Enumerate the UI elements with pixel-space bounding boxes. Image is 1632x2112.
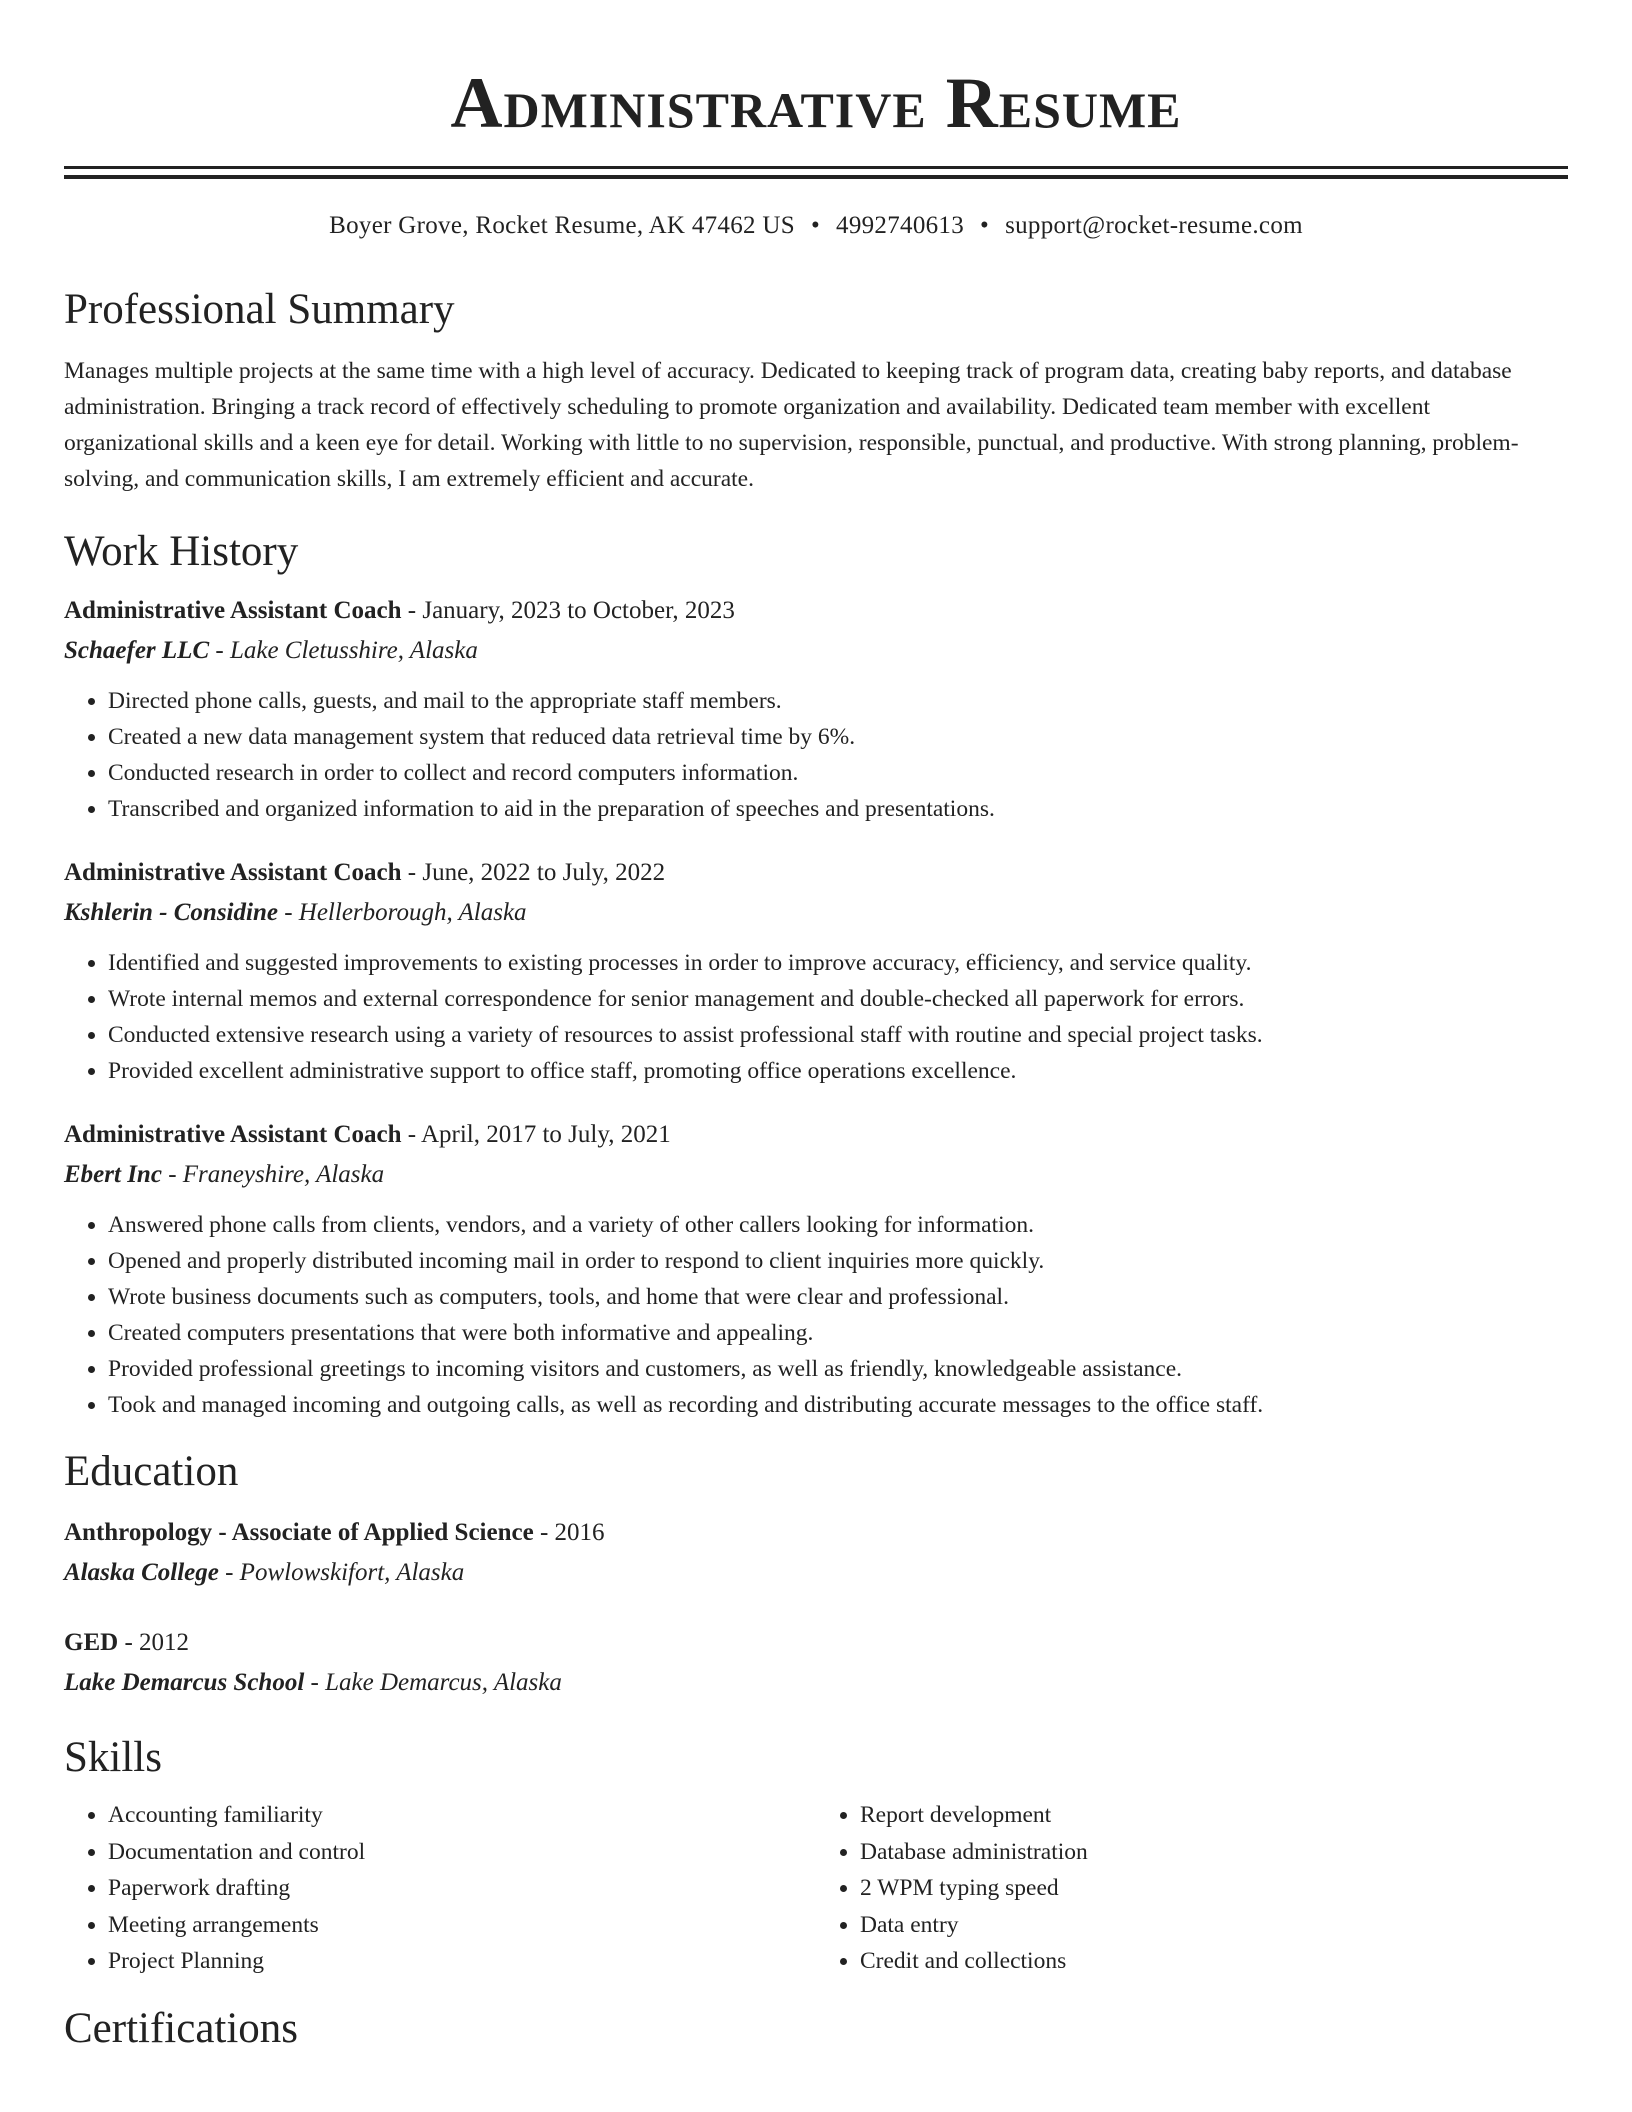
list-item: • Credit and collections [860, 1943, 1568, 1980]
job-entry [64, 1117, 1568, 1423]
job-bullets [64, 945, 1568, 1089]
list-item: • Created computers presentations that were both informative and appealing. [108, 1315, 1568, 1351]
job-entry [64, 593, 1568, 827]
section-heading-skills: Skills [64, 1734, 162, 1781]
title-divider-top [64, 166, 1568, 169]
list-item: • Project Planning [108, 1943, 816, 1980]
job-company-line [64, 1157, 1568, 1193]
list-item: • Accounting familiarity [108, 1797, 816, 1834]
education-entry [64, 1515, 1568, 1591]
list-item: • Opened and properly distributed incoming mail in order to respond to client inquiries more quickly. [108, 1243, 1568, 1279]
job-title-line [64, 1117, 1568, 1153]
job-location: - Lake Cletusshire, Alaska [209, 637, 478, 664]
job-company-line [64, 895, 1568, 931]
list-item: • Provided professional greetings to incoming visitors and customers, as well as friendly, knowledgeable assistance. [108, 1351, 1568, 1387]
job-location: - Franeyshire, Alaska [161, 1161, 385, 1188]
job-dates: - April, 2017 to July, 2021 [401, 1121, 671, 1148]
skills-list [64, 1797, 1568, 1980]
list-item: • Identified and suggested improvements to existing processes in order to improve accuracy, efficiency, and service quality. [108, 945, 1568, 981]
list-item: • Database administration [860, 1834, 1568, 1871]
summary-text: Manages multiple projects at the same time with a high level of accuracy. Dedicated to keeping track of program data, creating baby reports, and database administration. Bringing a track record of effectively scheduling to promote organization and availability. Dedicated team member with excellent organizational skills and a keen eye for detail. Working with little to no supervision, responsible, punctual, and productive. With strong planning, problem-solving, and communication skills, I am extremely efficient and accurate. [64, 358, 1519, 492]
contact-address: Boyer Grove, Rocket Resume, AK 47462 US [329, 212, 795, 239]
education-school-line [64, 1555, 1568, 1591]
education-location: - Lake Demarcus, Alaska [304, 1669, 562, 1696]
list-item: • Answered phone calls from clients, vendors, and a variety of other callers looking for information. [108, 1207, 1568, 1243]
education-entry [64, 1625, 1568, 1701]
list-item: • Conducted extensive research using a variety of resources to assist professional staff with routine and special project tasks. [108, 1017, 1568, 1053]
section-heading-summary: Professional Summary [64, 286, 455, 333]
contact-phone: 4992740613 [836, 212, 965, 239]
education-year: - 2012 [118, 1629, 190, 1656]
contact-separator: • [980, 212, 990, 239]
contact-email: support@rocket-resume.com [1005, 212, 1303, 239]
job-title: Administrative Assistant Coach [64, 597, 402, 624]
job-title: Administrative Assistant Coach [64, 1121, 402, 1148]
job-location: - Hellerborough, Alaska [277, 899, 527, 926]
education-degree-line [64, 1625, 1568, 1661]
list-item: • Wrote internal memos and external correspondence for senior management and double-checked all paperwork for errors. [108, 981, 1568, 1017]
list-item: • Conducted research in order to collect and record computers information. [108, 755, 1568, 791]
job-company: Kshlerin - Considine [64, 899, 278, 926]
list-item: • Meeting arrangements [108, 1907, 816, 1944]
section-heading-certifications: Certifications [64, 2004, 299, 2052]
list-item: • Wrote business documents such as computers, tools, and home that were clear and professional. [108, 1279, 1568, 1315]
job-dates: - June, 2022 to July, 2022 [401, 859, 666, 886]
list-item: • Documentation and control [108, 1834, 816, 1871]
job-title-line [64, 855, 1568, 891]
job-bullets [64, 1207, 1568, 1423]
education-school: Lake Demarcus School [64, 1669, 305, 1696]
list-item: • Took and managed incoming and outgoing calls, as well as recording and distributing accurate messages to the office staff. [108, 1387, 1568, 1423]
job-entry [64, 855, 1568, 1089]
section-heading-work-history: Work History [64, 528, 299, 575]
list-item: • Transcribed and organized information to aid in the preparation of speeches and presentations. [108, 791, 1568, 827]
title-divider-bottom [64, 175, 1568, 179]
contact-separator: • [810, 212, 821, 239]
list-item: • Data entry [860, 1907, 1568, 1944]
contact-line [64, 209, 1568, 243]
education-school-line [64, 1665, 1568, 1701]
job-title-line [64, 593, 1568, 629]
job-company: Ebert Inc [64, 1161, 162, 1188]
list-item: • Created a new data management system that reduced data retrieval time by 6%. [108, 719, 1568, 755]
education-school: Alaska College [64, 1559, 219, 1586]
skills-column-left [64, 1797, 816, 1980]
job-dates: - January, 2023 to October, 2023 [401, 597, 735, 624]
job-company: Schaefer LLC [64, 637, 210, 664]
list-item: • Directed phone calls, guests, and mail to the appropriate staff members. [108, 683, 1568, 719]
education-location: - Powlowskifort, Alaska [218, 1559, 465, 1586]
resume-title: Administrative Resume [450, 63, 1182, 143]
list-item: • Provided excellent administrative support to office staff, promoting office operations excellence. [108, 1053, 1568, 1089]
education-degree: GED [64, 1629, 119, 1656]
list-item: • Report development [860, 1797, 1568, 1834]
section-heading-education: Education [64, 1448, 239, 1495]
education-degree-line [64, 1515, 1568, 1551]
list-item: • 2 WPM typing speed [860, 1870, 1568, 1907]
list-item: • Paperwork drafting [108, 1870, 816, 1907]
job-title: Administrative Assistant Coach [64, 859, 402, 886]
skills-column-right [816, 1797, 1568, 1980]
education-year: - 2016 [533, 1519, 605, 1546]
education-degree: Anthropology - Associate of Applied Science [64, 1519, 534, 1546]
job-company-line [64, 633, 1568, 669]
job-bullets [64, 683, 1568, 827]
